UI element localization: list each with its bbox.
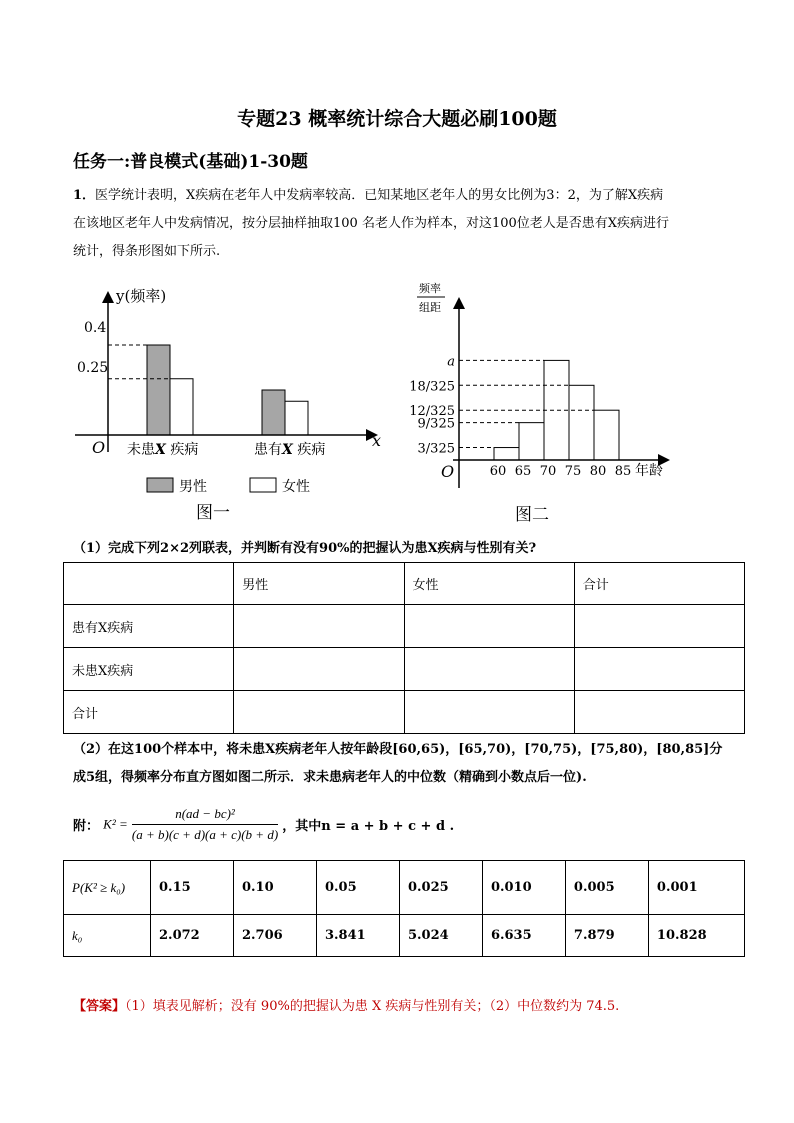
contingency-row-label: 合计 bbox=[64, 691, 234, 734]
contingency-cell[interactable] bbox=[404, 605, 574, 648]
fig1-cat-2: 患有X 疾病 bbox=[254, 442, 326, 458]
part-2-text bbox=[73, 736, 743, 792]
fig2-bar bbox=[519, 423, 544, 460]
critical-row-1-label: P(K² ≥ k₀) bbox=[64, 861, 151, 915]
fig2-origin: O bbox=[441, 462, 455, 481]
fig2-xtick-label: 60 bbox=[489, 464, 507, 479]
fig2-ylabel-bottom: 组距 bbox=[419, 301, 441, 314]
problem-line-2: 在该地区老年人中发病情况，按分层抽样抽取100 名老人作为样本，对这100位老人是否患有X疾病进行 bbox=[73, 216, 670, 231]
answer-tag: 【答案】 bbox=[73, 999, 126, 1014]
fig2-ytick-label: 18/325 bbox=[409, 379, 455, 395]
problem-number: 1． bbox=[73, 188, 96, 203]
fig2-xtick-label: 80 bbox=[589, 464, 607, 479]
fig1-legend-male: 男性 bbox=[179, 479, 207, 495]
contingency-cell[interactable] bbox=[404, 691, 574, 734]
contingency-cell[interactable] bbox=[574, 648, 744, 691]
fig1-bar-female bbox=[285, 401, 308, 435]
contingency-row-label: 患有X疾病 bbox=[64, 605, 234, 648]
critical-p-value: 0.15 bbox=[151, 861, 234, 915]
fig1-origin: O bbox=[92, 438, 106, 457]
critical-k-value: 2.072 bbox=[151, 915, 234, 957]
formula-numerator: n(ad − bc)² bbox=[132, 806, 278, 825]
formula-lhs: K² = bbox=[103, 816, 128, 832]
fig1-tick-04: 0.4 bbox=[84, 320, 107, 336]
contingency-cell[interactable] bbox=[574, 691, 744, 734]
critical-k-value: 3.841 bbox=[316, 915, 399, 957]
answer-text: （1）填表见解析；没有 90%的把握认为患 X 疾病与性别有关；（2）中位数约为 74.5. bbox=[125, 999, 620, 1014]
contingency-header-female: 女性 bbox=[404, 563, 574, 605]
contingency-header-blank bbox=[64, 563, 234, 605]
contingency-cell[interactable] bbox=[234, 605, 404, 648]
fig1-tick-025: 0.25 bbox=[77, 360, 109, 376]
part-1-text: （1）完成下列2×2列联表，并判断有没有90%的把握认为患X疾病与性别有关? bbox=[73, 541, 537, 556]
formula-prefix: 附： bbox=[73, 819, 100, 834]
fig2-ytick-label: 9/325 bbox=[417, 416, 455, 432]
answer bbox=[73, 995, 619, 1014]
fig1-x-label: x bbox=[372, 431, 382, 450]
page-title: 专题23 概率统计综合大题必刷100题 bbox=[237, 108, 557, 130]
fig1-caption: 图一 bbox=[196, 503, 230, 522]
critical-p-value: 0.010 bbox=[482, 861, 565, 915]
critical-p-value: 0.10 bbox=[233, 861, 316, 915]
formula-fraction bbox=[132, 806, 278, 843]
section-heading: 任务一:普良模式(基础)1-30题 bbox=[73, 152, 308, 172]
fig1-y-label: y(频率) bbox=[116, 287, 167, 305]
fig2-bar bbox=[594, 410, 619, 460]
contingency-cell[interactable] bbox=[234, 648, 404, 691]
fig2-bar bbox=[494, 448, 519, 460]
critical-k-value: 2.706 bbox=[233, 915, 316, 957]
fig2-xtick-label: 85 bbox=[614, 464, 632, 479]
formula-denominator: (a + b)(c + d)(a + c)(b + d) bbox=[131, 827, 279, 842]
critical-k-value: 10.828 bbox=[648, 915, 744, 957]
formula-suffix: ，其中n = a + b + c + d . bbox=[282, 819, 455, 834]
part-2-line-1: （2）在这100个样本中，将未患X疾病老年人按年龄段[60,65)，[65,70)，[70,75)，[75,80)，[80,85]分 bbox=[73, 742, 723, 757]
contingency-header-total: 合计 bbox=[574, 563, 744, 605]
fig1-bar-female bbox=[170, 379, 193, 435]
critical-p-value: 0.005 bbox=[565, 861, 648, 915]
fig2-ylabel-top: 频率 bbox=[419, 282, 441, 295]
contingency-cell[interactable] bbox=[574, 605, 744, 648]
contingency-row-label: 未患X疾病 bbox=[64, 648, 234, 691]
contingency-header-male: 男性 bbox=[234, 563, 404, 605]
fig2-xtick-label: 70 bbox=[539, 464, 557, 479]
problem-line-1: 医学统计表明，X疾病在老年人中发病率较高．已知某地区老年人的男女比例为3：2，为了解X疾病 bbox=[95, 188, 664, 203]
critical-k-value: 7.879 bbox=[565, 915, 648, 957]
figure-1-chart bbox=[70, 282, 390, 522]
critical-row-2-label: k₀ bbox=[64, 915, 151, 957]
fig1-legend-female: 女性 bbox=[282, 479, 310, 495]
critical-p-value: 0.001 bbox=[648, 861, 744, 915]
fig2-xlabel: 年龄 bbox=[635, 463, 663, 479]
contingency-cell[interactable] bbox=[234, 691, 404, 734]
critical-k-value: 5.024 bbox=[399, 915, 482, 957]
fig2-ytick-label: a bbox=[447, 354, 455, 370]
figure-2-chart bbox=[405, 280, 680, 530]
part-2-line-2: 成5组，得频率分布直方图如图二所示．求未患病老年人的中位数（精确到小数点后一位). bbox=[73, 770, 587, 785]
fig1-legend-male-swatch bbox=[147, 478, 173, 492]
fig1-legend-female-swatch bbox=[250, 478, 276, 492]
contingency-cell[interactable] bbox=[404, 648, 574, 691]
problem-line-3: 统计，得条形图如下所示. bbox=[73, 244, 221, 259]
fig2-ytick-label: 12/325 bbox=[409, 404, 455, 420]
formula bbox=[73, 806, 454, 846]
critical-p-value: 0.025 bbox=[399, 861, 482, 915]
fig2-xtick-label: 75 bbox=[564, 464, 582, 479]
fig2-caption: 图二 bbox=[515, 505, 549, 525]
fig2-xtick-label: 65 bbox=[514, 464, 532, 479]
critical-k-value: 6.635 bbox=[482, 915, 565, 957]
fig1-cat-1: 未患X 疾病 bbox=[127, 442, 199, 458]
critical-p-value: 0.05 bbox=[316, 861, 399, 915]
fig1-bar-male bbox=[262, 390, 285, 435]
problem-text bbox=[73, 182, 733, 266]
fig2-bar bbox=[569, 385, 594, 460]
fig2-ytick-label: 3/325 bbox=[417, 441, 455, 457]
critical-value-table bbox=[63, 860, 745, 957]
fig1-bar-male bbox=[147, 345, 170, 435]
contingency-table bbox=[63, 562, 745, 734]
